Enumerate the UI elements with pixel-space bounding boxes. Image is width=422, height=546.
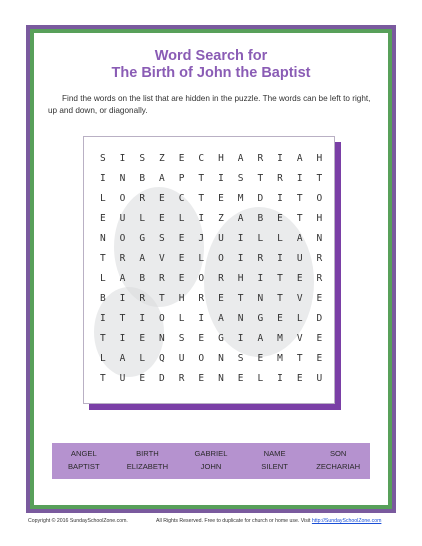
grid-letter: B <box>99 293 106 304</box>
grid-letter: T <box>277 293 283 304</box>
grid-letter: I <box>277 253 283 264</box>
grid-letter: O <box>218 253 224 264</box>
grid-row <box>93 249 329 269</box>
grid-letter: B <box>257 213 264 224</box>
grid-letter: R <box>316 253 323 264</box>
grid-letter: E <box>316 293 323 304</box>
grid-letter: V <box>296 293 303 304</box>
grid-letter: A <box>119 353 126 364</box>
grid-letter: S <box>139 153 146 164</box>
grid-letter: L <box>296 313 303 324</box>
grid-letter: L <box>99 353 106 364</box>
letter-grid <box>93 149 329 389</box>
grid-letter: L <box>257 233 264 244</box>
grid-letter: T <box>257 173 264 184</box>
grid-letter: H <box>316 213 323 224</box>
grid-letter: N <box>218 353 224 364</box>
grid-letter: T <box>296 353 303 364</box>
grid-letter: N <box>316 233 323 244</box>
instructions: Find the words on the list that are hidden in the puzzle. The words can be left to right, up and down, or diagonally. <box>48 94 371 115</box>
grid-letter: C <box>178 193 185 204</box>
grid-letter: L <box>198 253 205 264</box>
grid-letter: U <box>316 373 323 384</box>
grid-letter: T <box>99 333 106 344</box>
grid-letter: A <box>296 153 303 164</box>
word-list-item: ELIZABETH <box>126 462 169 471</box>
grid-letter: T <box>296 213 303 224</box>
grid-letter: J <box>198 233 205 244</box>
word-list-item: SON <box>329 449 347 458</box>
grid-letter: S <box>237 173 244 184</box>
grid-letter: E <box>159 193 165 204</box>
grid-letter: I <box>139 313 146 324</box>
grid-letter: O <box>119 233 126 244</box>
grid-letter: V <box>296 333 303 344</box>
grid-letter: U <box>218 233 224 244</box>
grid-letter: L <box>99 193 106 204</box>
grid-letter: E <box>316 333 323 344</box>
grid-letter: U <box>178 353 185 364</box>
grid-row <box>93 149 329 169</box>
grid-letter: E <box>178 233 185 244</box>
grid-letter: E <box>159 213 165 224</box>
word-list-item: GABRIEL <box>194 449 228 458</box>
grid-letter: D <box>316 313 323 324</box>
grid-row <box>93 229 329 249</box>
grid-row <box>93 189 329 209</box>
grid-letter: L <box>99 273 106 284</box>
grid-letter: M <box>277 333 283 344</box>
grid-letter: I <box>296 173 303 184</box>
word-list-item: ANGEL <box>70 449 97 458</box>
grid-letter: U <box>119 373 126 384</box>
grid-letter: I <box>198 213 205 224</box>
grid-letter: I <box>277 193 283 204</box>
grid-letter: L <box>178 213 185 224</box>
grid-letter: E <box>99 213 106 224</box>
word-list-item: SILENT <box>261 462 288 471</box>
grid-letter: R <box>139 193 146 204</box>
grid-letter: I <box>277 153 283 164</box>
grid-letter: N <box>257 293 264 304</box>
grid-letter: I <box>257 273 264 284</box>
grid-letter: T <box>159 293 165 304</box>
grid-letter: P <box>178 173 185 184</box>
grid-row <box>93 269 329 289</box>
word-list-item: NAME <box>263 449 286 458</box>
grid-letter: M <box>237 193 244 204</box>
grid-letter: O <box>198 273 205 284</box>
grid-letter: R <box>316 273 323 284</box>
grid-row <box>93 349 329 369</box>
grid-row <box>93 209 329 229</box>
word-list-box <box>52 443 370 479</box>
grid-letter: N <box>237 313 244 324</box>
grid-letter: H <box>178 293 185 304</box>
word-search-puzzle <box>83 136 335 404</box>
grid-letter: B <box>139 173 146 184</box>
grid-letter: A <box>119 273 126 284</box>
grid-letter: E <box>178 273 185 284</box>
grid-letter: U <box>119 213 126 224</box>
word-list-item: BIRTH <box>136 449 159 458</box>
grid-letter: S <box>237 353 244 364</box>
grid-letter: E <box>237 373 244 384</box>
grid-letter: I <box>237 253 244 264</box>
grid-letter: I <box>198 313 205 324</box>
word-list-row <box>52 462 370 471</box>
grid-letter: G <box>139 233 146 244</box>
grid-letter: R <box>257 253 264 264</box>
word-list-item: BAPTIST <box>67 462 100 471</box>
grid-letter: R <box>257 153 264 164</box>
grid-letter: E <box>277 313 283 324</box>
grid-letter: L <box>178 313 185 324</box>
grid-letter: G <box>257 313 264 324</box>
grid-letter: R <box>218 273 224 284</box>
grid-letter: L <box>139 353 146 364</box>
grid-letter: I <box>99 313 106 324</box>
grid-letter: O <box>159 313 165 324</box>
grid-letter: A <box>296 233 303 244</box>
title-line-2: The Birth of John the Baptist <box>111 65 311 81</box>
grid-letter: L <box>277 233 283 244</box>
grid-letter: E <box>198 333 205 344</box>
grid-letter: E <box>296 373 303 384</box>
grid-letter: S <box>178 333 185 344</box>
copyright-text: Copyright © 2016 SundaySchoolZone.com. <box>28 518 128 524</box>
grid-letter: O <box>198 353 205 364</box>
grid-letter: T <box>277 273 283 284</box>
grid-letter: D <box>257 193 264 204</box>
grid-letter: N <box>159 333 165 344</box>
grid-letter: T <box>198 173 205 184</box>
grid-letter: I <box>218 173 224 184</box>
grid-letter: Z <box>159 153 165 164</box>
grid-letter: R <box>277 173 283 184</box>
title-line-1: Word Search for <box>154 48 268 64</box>
grid-letter: B <box>139 273 146 284</box>
grid-row <box>93 289 329 309</box>
grid-letter: T <box>296 193 303 204</box>
grid-letter: Z <box>218 213 224 224</box>
grid-letter: R <box>139 293 146 304</box>
grid-letter: H <box>218 153 224 164</box>
grid-letter: N <box>119 173 126 184</box>
rights-statement: All Rights Reserved. Free to duplicate for church or home use. Visit <box>156 518 311 524</box>
grid-letter: E <box>218 293 224 304</box>
rights-text <box>156 518 381 524</box>
grid-letter: I <box>277 373 283 384</box>
grid-letter: D <box>159 373 165 384</box>
grid-letter: I <box>237 333 244 344</box>
grid-letter: E <box>257 353 264 364</box>
grid-letter: T <box>316 173 323 184</box>
grid-letter: A <box>257 333 264 344</box>
grid-letter: E <box>198 373 205 384</box>
grid-letter: R <box>198 293 205 304</box>
grid-letter: A <box>139 253 146 264</box>
grid-letter: E <box>139 373 146 384</box>
grid-letter: N <box>218 373 224 384</box>
grid-letter: L <box>257 373 264 384</box>
grid-letter: G <box>218 333 224 344</box>
grid-letter: E <box>316 353 323 364</box>
grid-letter: S <box>99 153 106 164</box>
grid-letter: R <box>178 373 185 384</box>
grid-letter: A <box>237 153 244 164</box>
grid-letter: L <box>139 213 146 224</box>
grid-letter: E <box>218 193 224 204</box>
grid-letter: A <box>159 173 165 184</box>
site-link[interactable]: http://SundaySchoolZone.com <box>311 518 382 524</box>
grid-row <box>93 309 329 329</box>
grid-letter: A <box>218 313 224 324</box>
grid-letter: E <box>178 253 185 264</box>
grid-letter: C <box>198 153 205 164</box>
grid-letter: U <box>296 253 303 264</box>
word-list-item: ZECHARIAH <box>316 462 361 471</box>
grid-letter: I <box>237 233 244 244</box>
grid-letter: E <box>178 153 185 164</box>
grid-letter: H <box>316 153 323 164</box>
grid-letter: H <box>237 273 244 284</box>
grid-letter: E <box>277 213 283 224</box>
grid-letter: M <box>277 353 283 364</box>
grid-letter: T <box>237 293 244 304</box>
grid-letter: N <box>99 233 106 244</box>
worksheet-page <box>34 33 388 505</box>
grid-letter: A <box>237 213 244 224</box>
word-list-row <box>52 449 370 458</box>
grid-letter: O <box>119 193 126 204</box>
grid-letter: R <box>159 273 165 284</box>
grid-row <box>93 169 329 189</box>
grid-letter: I <box>119 293 126 304</box>
grid-row <box>93 369 329 389</box>
grid-letter: T <box>99 373 106 384</box>
grid-letter: O <box>316 193 323 204</box>
grid-letter: S <box>159 233 165 244</box>
grid-letter: Q <box>159 353 165 364</box>
grid-letter: I <box>99 173 106 184</box>
grid-letter: V <box>159 253 165 264</box>
grid-letter: R <box>119 253 126 264</box>
grid-letter: T <box>99 253 106 264</box>
grid-row <box>93 329 329 349</box>
grid-letter: E <box>139 333 146 344</box>
grid-letter: T <box>198 193 205 204</box>
grid-letter: I <box>119 153 126 164</box>
grid-letter: T <box>119 313 126 324</box>
word-list-item: JOHN <box>200 462 222 471</box>
grid-letter: E <box>296 273 303 284</box>
grid-letter: I <box>119 333 126 344</box>
